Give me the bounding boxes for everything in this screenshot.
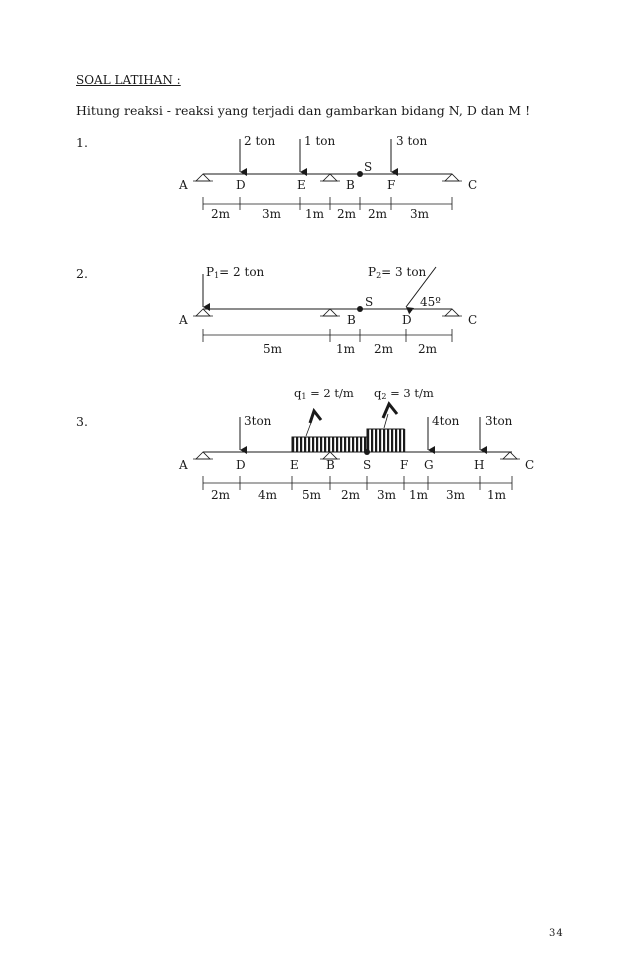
point-h-3: H <box>474 458 485 472</box>
load-label-p1: P1= 2 ton <box>206 265 265 280</box>
point-e-1: E <box>297 178 306 192</box>
support-b-1 <box>320 174 340 181</box>
support-c-1 <box>442 174 462 181</box>
load-label-3c: 3ton <box>485 414 513 428</box>
dim-1-6: 3m <box>410 207 430 221</box>
point-f-3: F <box>400 458 409 472</box>
dim-1-5: 2m <box>368 207 388 221</box>
dim-3-3: 5m <box>302 488 322 502</box>
point-b-3: B <box>326 458 335 472</box>
point-f-1: F <box>387 178 396 192</box>
point-b-2: B <box>347 313 356 327</box>
support-c-3 <box>500 452 520 459</box>
point-b-1: B <box>346 178 355 192</box>
dim-3-6: 1m <box>409 488 429 502</box>
problem-2-diagram <box>178 265 477 356</box>
distributed-load-q2 <box>367 429 405 452</box>
angle-label: 45º <box>420 295 441 309</box>
dim-3-8: 1m <box>487 488 507 502</box>
dim-2-4: 2m <box>418 342 438 356</box>
support-a-1 <box>193 174 213 181</box>
point-c-3: C <box>525 458 535 472</box>
dim-3-4: 2m <box>341 488 361 502</box>
dimension-line-2 <box>203 329 452 342</box>
hinge-s-2 <box>357 306 363 312</box>
hinge-s-1 <box>357 171 363 177</box>
support-a-3 <box>193 452 213 459</box>
support-b-2 <box>320 309 340 316</box>
point-a-3: A <box>179 458 188 472</box>
dim-2-3: 2m <box>374 342 394 356</box>
point-s-3: S <box>363 458 372 472</box>
load-label-q2: q2 = 3 t/m <box>374 386 434 401</box>
support-c-2 <box>442 309 462 316</box>
dim-3-1: 2m <box>211 488 231 502</box>
support-a-2 <box>193 309 213 316</box>
load-label-1a: 2 ton <box>244 134 276 148</box>
load-label-3b: 4ton <box>432 414 460 428</box>
hinge-label-1: S <box>364 160 373 174</box>
load-label-1c: 3 ton <box>396 134 428 148</box>
dim-1-2: 3m <box>262 207 282 221</box>
dim-3-7: 3m <box>446 488 466 502</box>
page-number: 34 <box>549 928 564 939</box>
dim-1-3: 1m <box>305 207 325 221</box>
pointer-q2 <box>383 404 397 418</box>
load-label-p2: P2= 3 ton <box>368 265 427 280</box>
dim-1-1: 2m <box>211 207 231 221</box>
problem-3-diagram <box>178 386 534 502</box>
load-label-q1: q1 = 2 t/m <box>294 386 354 401</box>
dim-1-4: 2m <box>337 207 357 221</box>
point-a-1: A <box>179 178 188 192</box>
dim-3-2: 4m <box>258 488 278 502</box>
point-c-2: C <box>468 313 478 327</box>
dim-2-1: 5m <box>263 342 283 356</box>
problem-3-number: 3. <box>76 414 88 429</box>
load-label-3a: 3ton <box>244 414 272 428</box>
point-e-3: E <box>290 458 299 472</box>
dim-3-5: 3m <box>377 488 397 502</box>
hinge-label-2: S <box>365 295 374 309</box>
distributed-load-q1 <box>292 437 367 452</box>
instruction-text: Hitung reaksi - reaksi yang terjadi dan gambarkan bidang N, D dan M ! <box>76 103 531 118</box>
point-a-2: A <box>179 313 188 327</box>
hinge-s-3 <box>364 449 370 455</box>
point-d-2: D <box>402 313 412 327</box>
point-c-1: C <box>468 178 478 192</box>
problem-2-number: 2. <box>76 266 88 281</box>
problem-1-diagram <box>178 134 477 221</box>
problem-1-number: 1. <box>76 135 88 150</box>
exercise-heading: SOAL LATIHAN : <box>76 73 181 87</box>
dim-2-2: 1m <box>336 342 356 356</box>
load-label-1b: 1 ton <box>304 134 336 148</box>
point-d-3: D <box>236 458 246 472</box>
point-d-1: D <box>236 178 246 192</box>
point-g-3: G <box>424 458 434 472</box>
